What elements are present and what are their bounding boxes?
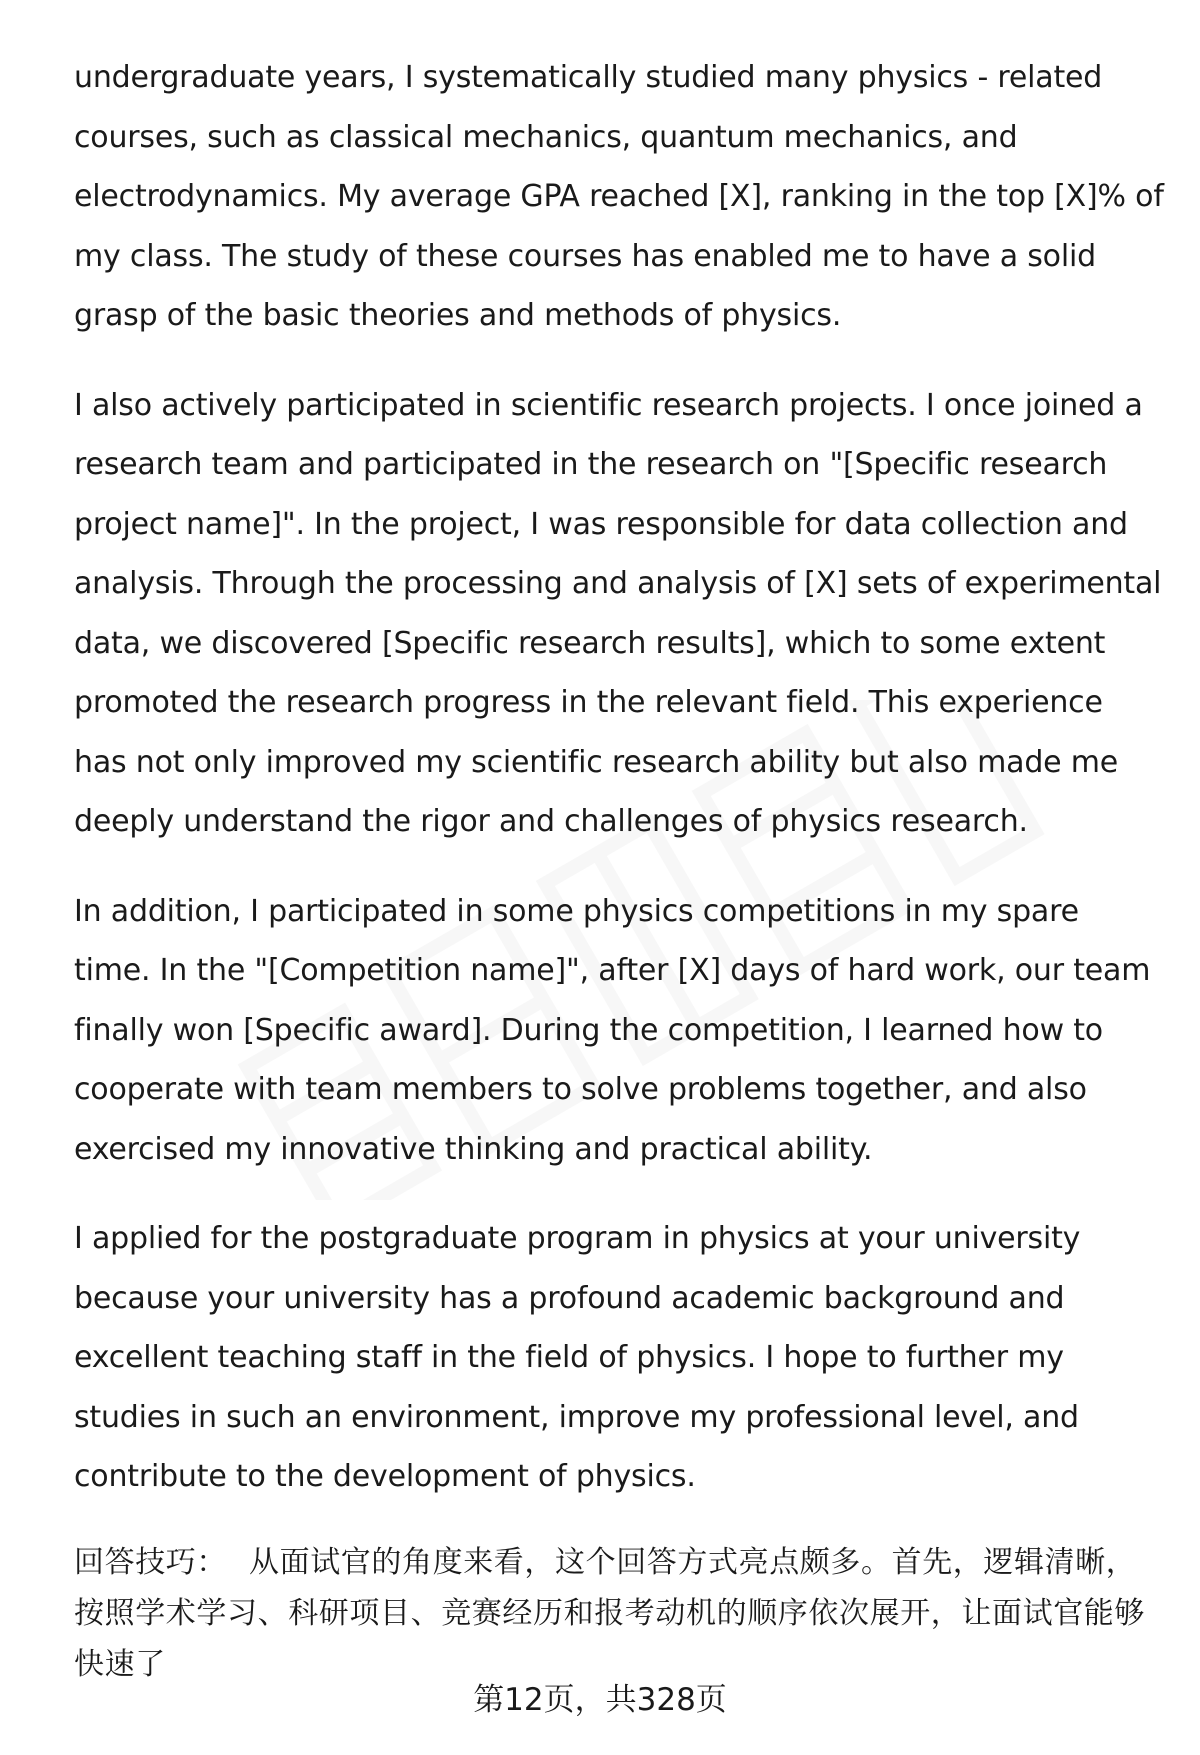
- page-number: 第12页，共328页: [473, 1682, 727, 1718]
- answer-tips-text: 从面试官的角度来看，这个回答方式亮点颇多。首先，逻辑清晰，按照学术学习、科研项目、竞赛经历和报考动机的顺序依次展开，让面试官能够快速了: [74, 1544, 1145, 1682]
- paragraph-motivation: I applied for the postgraduate program in physics at your university because your university has a profound academic background and excellent teaching staff in the field of physics. I hope to further my studies in such an environment, improve my professional level, and contribute to the development of physics.: [74, 1221, 1081, 1494]
- document-body: [74, 48, 1164, 1690]
- answer-tips-label: 回答技巧：: [74, 1544, 227, 1580]
- answer-tips: [74, 1537, 1164, 1690]
- paragraph-research: I also actively participated in scientific research projects. I once joined a research team and participated in the research on "[Specific research project name]". In the project, I was responsible for data collection and analysis. Through the processing and analysis of [X] sets of experimental data, we discovered [Specific research results], which to some extent promoted the research progress in the relevant field. This experience has not only improved my scientific research ability but also made me deeply understand the rigor and challenges of physics research.: [74, 387, 1162, 839]
- paragraph-academic: undergraduate years, I systematically studied many physics - related courses, such as classical mechanics, quantum mechanics, and electrodynamics. My average GPA reached [X], ranking in the top [X]% of my class. The study of these courses has enabled me to have a solid grasp of the basic theories and methods of physics.: [74, 60, 1164, 333]
- paragraph-competition: In addition, I participated in some physics competitions in my spare time. In the "[Competition name]", after [X] days of hard work, our team finally won [Specific award]. During the competition, I learned how to cooperate with team members to solve problems together, and also exercised my innovative thinking and practical ability.: [74, 893, 1151, 1167]
